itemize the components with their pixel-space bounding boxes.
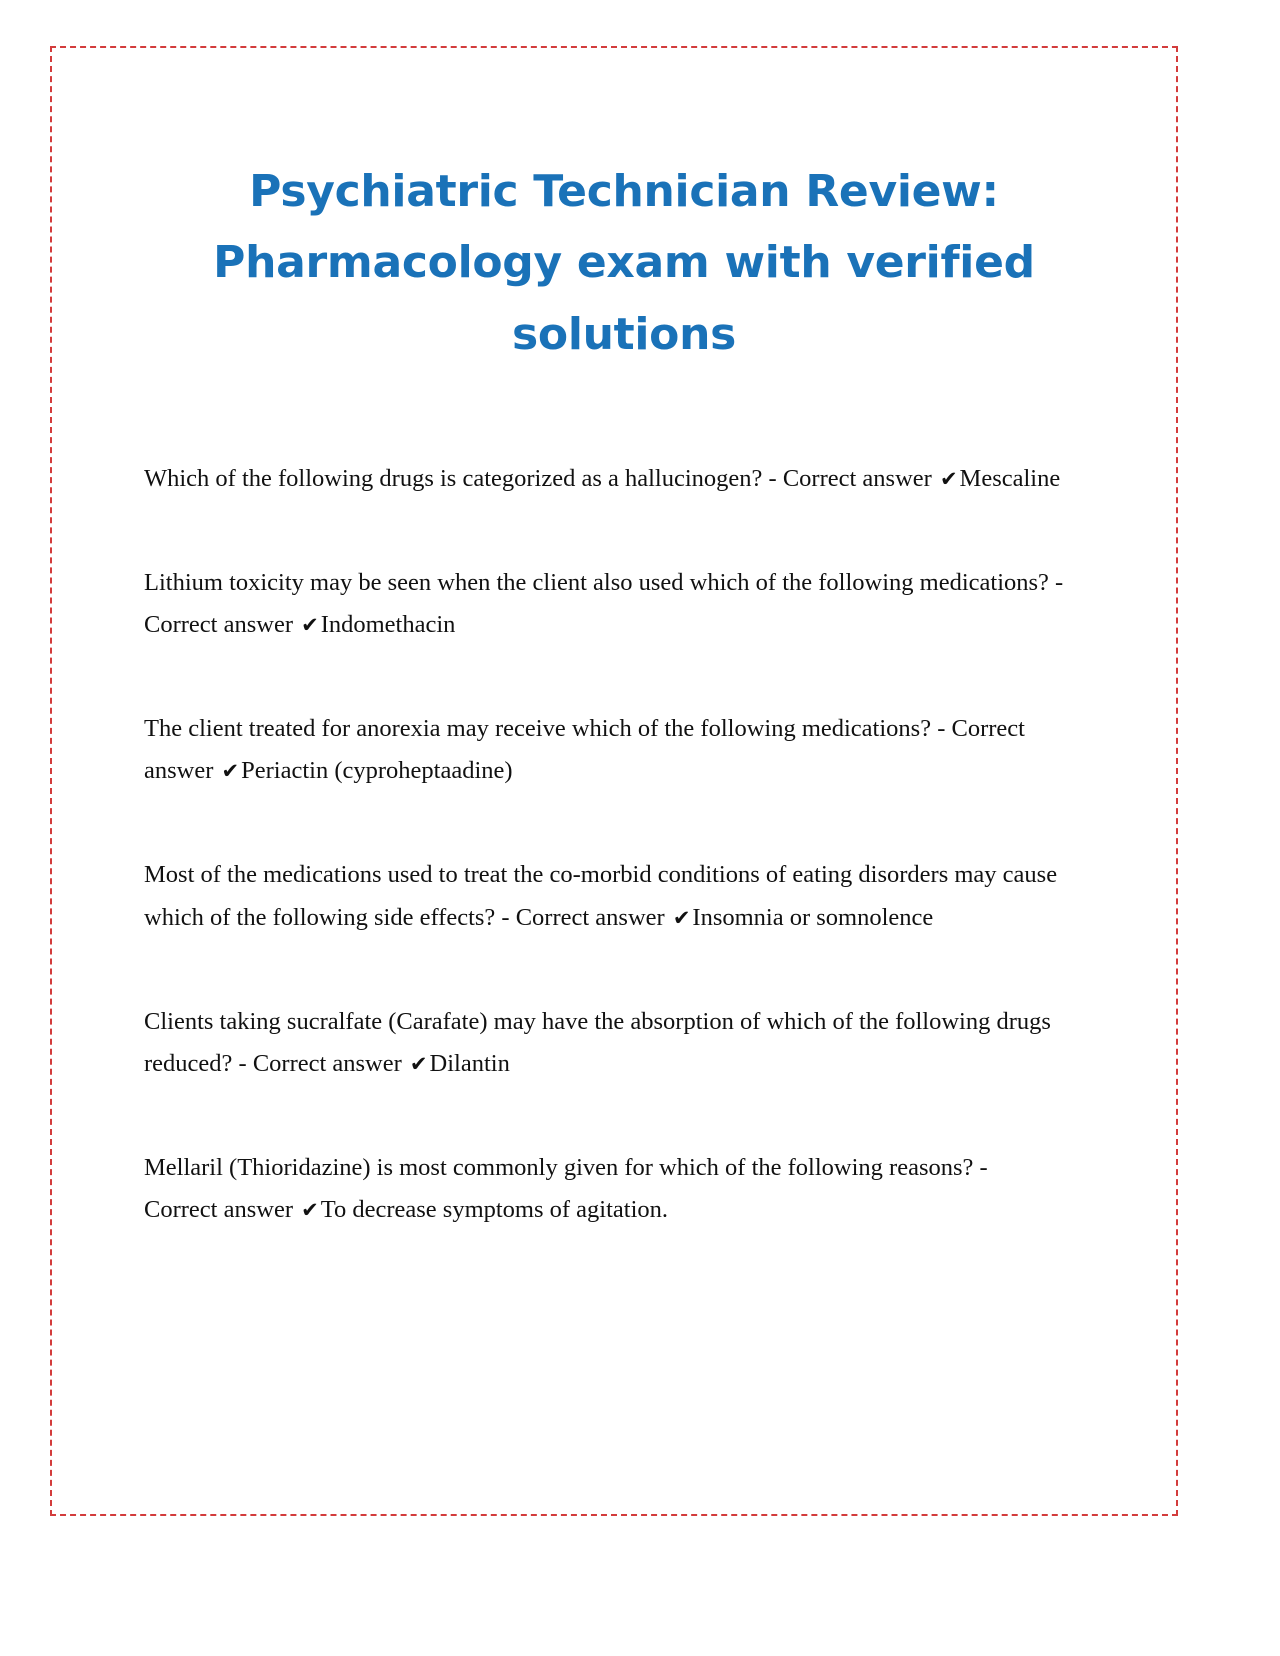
page-content: [52, 48, 1176, 1514]
qa-item: [144, 708, 1104, 792]
check-icon: ✔: [939, 466, 958, 491]
check-icon: ✔: [672, 905, 691, 930]
qa-item: [144, 458, 1104, 500]
qa-item: [144, 1147, 1104, 1231]
check-icon: ✔: [301, 613, 319, 638]
check-icon: ✔: [221, 759, 240, 784]
document-page: [50, 46, 1178, 1516]
question-text: The client treated for anorexia may receive which of the following medications? - Correct answer: [144, 715, 1025, 785]
qa-list: [144, 458, 1104, 1231]
question-text: Which of the following drugs is categorized as a hallucinogen? - Correct answer: [144, 464, 932, 492]
question-text: Mellaril (Thioridazine) is most commonly given for which of the following reasons? - Correct answer: [144, 1153, 988, 1224]
question-text: Clients taking sucralfate (Carafate) may have the absorption of which of the following drugs reduced? - Correct answer: [144, 1007, 1051, 1077]
answer-text: Periactin (cyproheptaadine): [241, 757, 513, 785]
check-icon: ✔: [301, 1198, 319, 1223]
question-text: Most of the medications used to treat the co-morbid conditions of eating disorders may cause which of the following side effects? - Correct answer: [144, 861, 1058, 931]
page-title: Psychiatric Technician Review: Pharmacology exam with verified solutions: [213, 166, 1035, 360]
qa-item: [144, 562, 1104, 646]
answer-text: Insomnia or somnolence: [692, 903, 934, 931]
question-text: Lithium toxicity may be seen when the client also used which of the following medications? - Correct answer: [144, 568, 1064, 639]
answer-text: Dilantin: [429, 1049, 510, 1077]
qa-item: [144, 1001, 1104, 1085]
check-icon: ✔: [409, 1051, 428, 1076]
answer-text: To decrease symptoms of agitation.: [320, 1196, 669, 1224]
qa-item: [144, 854, 1104, 938]
answer-text: Indomethacin: [320, 611, 456, 639]
answer-text: Mescaline: [959, 464, 1061, 492]
